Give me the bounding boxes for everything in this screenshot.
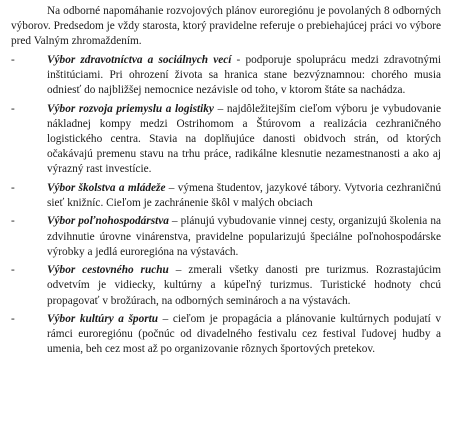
committee-title: Výbor cestovného ruchu bbox=[47, 264, 169, 277]
list-dash: - bbox=[11, 312, 15, 325]
committee-item-agriculture bbox=[11, 214, 441, 260]
separator: – bbox=[168, 215, 181, 228]
committee-item-education bbox=[11, 181, 441, 211]
committee-item-culture bbox=[11, 312, 441, 358]
separator: – bbox=[168, 264, 189, 277]
committee-description: plánujú vybudovanie vinnej cesty, organizujú školenia na zdvihnutie úrovne vinárenstva, pravidelne popularizujú špeciálne poľnohospodárske výrobky a jedlá euroregióna na výstavách. bbox=[47, 215, 442, 258]
list-dash: - bbox=[11, 264, 15, 277]
separator: – bbox=[213, 102, 227, 115]
committee-description: výmena študentov, jazykové tábory. Vytvoria cezhraničnú sieť knižníc. Cieľom je zachránenie škôl v malých obciach bbox=[47, 181, 441, 209]
list-dash: - bbox=[11, 215, 15, 228]
committee-title: Výbor poľnohospodárstva bbox=[47, 215, 169, 228]
committee-description: najdôležitejším cieľom výboru je vybudovanie nákladnej kompy medzi Ostrihomom a Štúrovom a realizácia cezhraničného logistického centra. Stavia na doplňujúce danosti obidvoch strán, od ktorých očakávajú premenu stavu na trhu práce, radikálne klesnutie nezamestnanosti a ako aj výrazný rast investície. bbox=[47, 102, 441, 176]
committee-description: podporuje spoluprácu medzi zdravotnými inštitúciami. Pri ohrození života sa hranica stane bezvýznamnou: chorého musia odniesť do najbližšej nemocnice nezávisle od toho, v ktorom štáte sa nachádza. bbox=[47, 53, 441, 97]
intro-paragraph: Na odborné napomáhanie rozvojových plánov euroregiónu je povolaných 8 odborných výborov. Predsedom je vždy starosta, ktorý pravidelne referuje o prebiehajúcej práci vo výbore pred Valným zhromaždením. bbox=[11, 5, 441, 48]
committee-title: Výbor školstva a mládeže bbox=[47, 181, 166, 194]
committee-item-industry bbox=[11, 102, 441, 178]
committee-item-tourism bbox=[11, 263, 441, 309]
committee-description: cieľom je propagácia a plánovanie kultúrnych podujatí v rámci euroregiónu (počnúc od divadelného festivalu cez festival ľudovej hudby a umenia, beh cez most až po organizovanie rôznych športových pretekov. bbox=[47, 312, 442, 356]
committee-description: zmerali všetky danosti pre turizmus. Rozrastajúcim odvetvím je vidiecky, kultúrny a kúpeľný turizmus. Turistické hodnoty chcú propagovať v brožúrach, na odborných seminároch a na výstavách. bbox=[47, 264, 441, 307]
separator: - bbox=[231, 53, 246, 66]
committee-title: Výbor kultúry a športu bbox=[47, 312, 159, 325]
list-dash: - bbox=[11, 53, 15, 66]
list-dash: - bbox=[11, 102, 15, 115]
committee-title: Výbor zdravotníctva a sociálnych vecí bbox=[47, 53, 232, 66]
list-dash: - bbox=[11, 181, 15, 194]
separator: – bbox=[165, 181, 178, 194]
committee-item-health bbox=[11, 53, 441, 99]
committee-title: Výbor rozvoja priemyslu a logistiky bbox=[47, 102, 214, 115]
separator: – bbox=[158, 312, 173, 325]
